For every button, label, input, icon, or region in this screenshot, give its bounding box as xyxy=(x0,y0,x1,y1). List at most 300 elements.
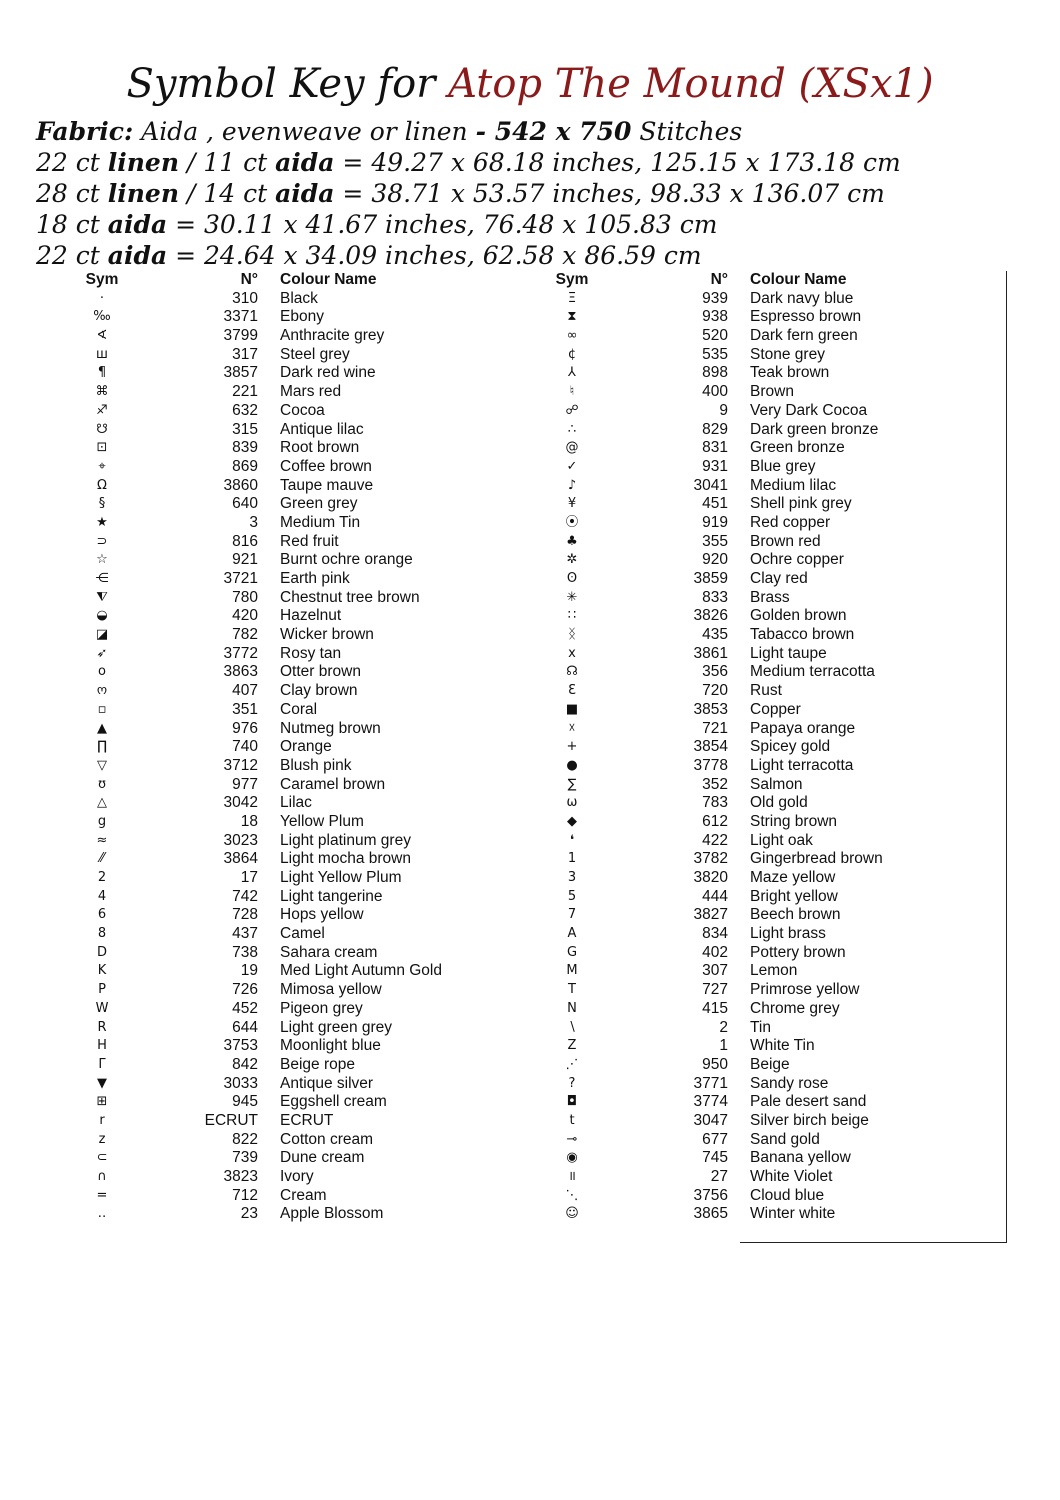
symbol-cell: ◒ xyxy=(96,608,108,624)
symbol-cell: ⊡ xyxy=(96,440,108,456)
symbol-cell: ▫ xyxy=(97,701,107,717)
spec-fabric: aida xyxy=(107,210,168,239)
thread-number-cell: 315 xyxy=(232,420,258,438)
symbol-cell: ☺ xyxy=(565,1206,579,1222)
symbol-cell: P xyxy=(98,982,106,998)
colour-name-cell: Blue grey xyxy=(750,457,816,475)
thread-number-cell: 782 xyxy=(232,626,258,644)
colour-name-cell: Med Light Autumn Gold xyxy=(280,962,442,980)
thread-number-cell: 535 xyxy=(702,345,728,363)
symbol-cell: △ xyxy=(97,795,107,811)
colour-name-cell: Cotton cream xyxy=(280,1130,374,1148)
symbol-cell: ▽ xyxy=(97,757,107,773)
thread-number-cell: 3774 xyxy=(693,1093,728,1111)
thread-number-cell: 9 xyxy=(719,401,728,419)
header-colour-name: Colour Name xyxy=(750,271,847,288)
colour-name-cell: Green bronze xyxy=(750,439,845,457)
symbol-cell: Z xyxy=(567,1038,577,1054)
colour-name-cell: Espresso brown xyxy=(750,308,862,326)
symbol-cell: ⌘ xyxy=(95,384,109,400)
thread-number-cell: 3778 xyxy=(693,756,728,774)
thread-number-cell: 783 xyxy=(702,794,728,812)
symbol-cell: Γ xyxy=(98,1056,106,1072)
colour-name-cell: Silver birch beige xyxy=(750,1111,869,1129)
symbol-cell: W xyxy=(95,1000,109,1016)
symbol-cell: T xyxy=(568,982,576,998)
thread-number-cell: 632 xyxy=(232,401,258,419)
colour-name-cell: Golden brown xyxy=(750,607,847,625)
thread-number-cell: 740 xyxy=(232,738,258,756)
colour-name-cell: Sahara cream xyxy=(280,943,378,961)
thread-number-cell: 407 xyxy=(232,682,258,700)
colour-name-cell: Cream xyxy=(280,1186,327,1204)
thread-number-cell: 738 xyxy=(232,943,258,961)
symbol-cell: ⋰ xyxy=(565,1056,579,1072)
colour-name-cell: Light oak xyxy=(750,831,813,849)
colour-name-cell: Dark fern green xyxy=(750,327,858,345)
colour-name-cell: Mars red xyxy=(280,383,342,401)
colour-name-cell: Clay red xyxy=(750,570,808,587)
thread-number-cell: 1 xyxy=(719,1037,728,1055)
colour-name-cell: Light terracotta xyxy=(750,756,854,774)
thread-number-cell: 3782 xyxy=(693,850,728,868)
spec-fabric: aida xyxy=(107,241,168,270)
thread-number-cell: 400 xyxy=(702,383,728,401)
thread-number-cell: 18 xyxy=(240,812,258,830)
spec-dimensions: = 24.64 x 34.09 inches, 62.58 x 86.59 cm xyxy=(167,241,702,270)
fabric-types: Aida , evenweave or linen xyxy=(133,117,476,146)
symbol-cell: ◆ xyxy=(567,813,577,829)
colour-name-cell: Orange xyxy=(280,738,332,756)
colour-name-cell: Beige rope xyxy=(280,1055,355,1073)
symbol-cell: ∑ xyxy=(567,776,577,792)
thread-number-cell: 420 xyxy=(232,607,258,625)
colour-name-cell: Burnt ochre orange xyxy=(280,551,413,569)
colour-name-cell: Camel xyxy=(280,925,325,943)
thread-number-cell: 945 xyxy=(232,1093,258,1111)
symbol-cell: ⋱ xyxy=(565,1187,579,1203)
thread-number-cell: 919 xyxy=(702,513,728,531)
symbol-cell: @ xyxy=(565,440,579,456)
symbol-cell: ⊸ xyxy=(566,1131,578,1147)
symbol-cell: D xyxy=(96,944,107,960)
thread-number-cell: 977 xyxy=(232,775,258,793)
colour-name-cell: Root brown xyxy=(280,439,360,457)
thread-number-cell: 3371 xyxy=(223,308,258,326)
spec-fabric: linen xyxy=(107,179,180,208)
symbol-cell: ◪ xyxy=(95,627,109,643)
symbol-cell: ⊂ xyxy=(96,1150,108,1166)
colour-name-cell: Bright yellow xyxy=(750,887,838,905)
spec-text: 22 ct xyxy=(36,148,108,177)
thread-number-cell: 712 xyxy=(232,1186,258,1204)
colour-name-cell: Rosy tan xyxy=(280,644,342,662)
colour-name-cell: String brown xyxy=(750,812,838,830)
symbol-cell: ∖ xyxy=(567,1019,577,1035)
symbol-cell: K xyxy=(97,963,107,979)
stitch-size: - 542 x 750 xyxy=(475,117,632,146)
colour-name-cell: Salmon xyxy=(750,775,803,793)
colour-name-cell: Moonlight blue xyxy=(280,1037,381,1055)
symbol-cell: M xyxy=(566,963,578,979)
colour-name-cell: Primrose yellow xyxy=(750,981,860,999)
stitches-suffix: Stitches xyxy=(631,117,743,146)
symbol-cell: ♣ xyxy=(566,533,578,549)
thread-number-cell: 3826 xyxy=(693,607,728,625)
colour-name-cell: Medium Tin xyxy=(280,513,361,531)
spec-text: 18 ct xyxy=(36,210,108,239)
spec-line-22ct-aida xyxy=(36,240,1036,271)
thread-number-cell: 3799 xyxy=(223,327,258,345)
symbol-cell: ⧗ xyxy=(567,309,577,325)
thread-number-cell: 742 xyxy=(232,887,258,905)
symbol-cell: ▼ xyxy=(97,1075,107,1091)
thread-number-cell: 351 xyxy=(232,700,258,718)
colour-name-cell: Apple Blossom xyxy=(280,1205,384,1223)
symbol-cell: ∞ xyxy=(566,328,578,344)
symbol-cell: 1 xyxy=(567,851,577,867)
colour-name-cell: Teak brown xyxy=(750,364,830,382)
thread-number-cell: 3859 xyxy=(693,570,728,587)
thread-number-cell: 612 xyxy=(702,812,728,830)
thread-number-cell: 780 xyxy=(232,588,258,606)
thread-number-cell: 3864 xyxy=(223,850,258,868)
colour-name-cell: Winter white xyxy=(750,1205,836,1223)
symbol-cell: o xyxy=(98,664,106,680)
colour-name-cell: Tin xyxy=(750,1018,771,1036)
symbol-cell: ☓ xyxy=(568,720,576,736)
symbol-cell: ⊞ xyxy=(96,1094,108,1110)
thread-number-cell: 3853 xyxy=(693,700,728,718)
thread-number-cell: 931 xyxy=(702,457,728,475)
colour-name-cell: Hops yellow xyxy=(280,906,364,924)
colour-name-cell: Coral xyxy=(280,700,318,718)
thread-number-cell: 27 xyxy=(710,1168,728,1185)
thread-number-cell: 3823 xyxy=(223,1168,258,1185)
thread-number-cell: 3857 xyxy=(223,364,258,382)
symbol-cell: ◘ xyxy=(566,1094,578,1110)
thread-number-cell: 842 xyxy=(232,1055,258,1073)
symbol-cell: ≈ xyxy=(96,832,108,848)
symbol-cell: ☍ xyxy=(565,402,579,418)
colour-name-cell: Red fruit xyxy=(280,532,339,550)
symbol-cell: 5 xyxy=(567,888,577,904)
spec-text: 28 ct xyxy=(36,179,108,208)
symbol-cell: N xyxy=(567,1000,577,1016)
colour-name-cell: Maze yellow xyxy=(750,869,836,886)
symbol-cell: Ω xyxy=(97,477,107,493)
colour-name-cell: Dark green bronze xyxy=(750,420,879,438)
thread-number-cell: 356 xyxy=(702,663,728,681)
thread-number-cell: 317 xyxy=(232,345,258,363)
thread-number-cell: 3771 xyxy=(693,1074,728,1092)
thread-number-cell: 3023 xyxy=(223,831,258,849)
colour-name-cell: Dark navy blue xyxy=(750,289,854,307)
colour-name-cell: White Violet xyxy=(750,1168,833,1185)
colour-name-cell: Copper xyxy=(750,700,801,718)
colour-name-cell: Pigeon grey xyxy=(280,999,363,1017)
colour-name-cell: Ebony xyxy=(280,308,324,326)
thread-number-cell: 3865 xyxy=(693,1205,728,1223)
colour-name-cell: Lemon xyxy=(750,962,798,980)
thread-number-cell: 437 xyxy=(232,925,258,943)
spec-fabric: aida xyxy=(275,148,335,177)
title-pattern-name: Atop The Mound (XSx1) xyxy=(448,61,934,107)
colour-name-cell: Pottery brown xyxy=(750,943,846,961)
symbol-cell: r xyxy=(99,1112,105,1128)
colour-name-cell: Medium terracotta xyxy=(750,663,875,681)
symbol-cell: · xyxy=(99,290,105,306)
thread-number-cell: 444 xyxy=(702,887,728,905)
colour-name-cell: Yellow Plum xyxy=(280,812,364,830)
thread-number-cell: 920 xyxy=(702,551,728,569)
thread-number-cell: 355 xyxy=(702,532,728,550)
colour-name-cell: Pale desert sand xyxy=(750,1093,867,1111)
symbol-cell: ʘ xyxy=(566,571,578,586)
thread-number-cell: 17 xyxy=(240,869,258,886)
thread-number-cell: 834 xyxy=(702,925,728,943)
colour-name-cell: Wicker brown xyxy=(280,626,374,644)
thread-number-cell: 816 xyxy=(232,532,258,550)
colour-name-cell: Black xyxy=(280,289,318,307)
header-sym: Sym xyxy=(555,271,589,288)
thread-number-cell: 452 xyxy=(232,999,258,1017)
thread-number-cell: 307 xyxy=(702,962,728,980)
symbol-cell: 8 xyxy=(97,926,107,942)
thread-number-cell: 3772 xyxy=(223,644,258,662)
thread-number-cell: 938 xyxy=(702,308,728,326)
thread-number-cell: 3712 xyxy=(223,756,258,774)
symbol-cell: ➶ xyxy=(96,645,108,661)
fabric-specs xyxy=(36,116,1036,271)
symbol-cell: x xyxy=(568,645,576,661)
symbol-cell: ☊ xyxy=(566,664,578,680)
colour-name-cell: Brown red xyxy=(750,532,821,550)
symbol-cell: ★ xyxy=(96,514,108,530)
thread-number-cell: 976 xyxy=(232,719,258,737)
thread-number-cell: 921 xyxy=(232,551,258,569)
thread-number-cell: 3041 xyxy=(693,476,728,494)
spec-dimensions: = 38.71 x 53.57 inches, 98.33 x 136.07 cm xyxy=(334,179,885,208)
symbol-cell: ⊃ xyxy=(96,533,108,549)
symbol-cell: ⧨ xyxy=(96,589,108,605)
spec-fabric: aida xyxy=(275,179,335,208)
symbol-cell: ⌖ xyxy=(98,458,106,474)
colour-name-cell: Beige xyxy=(750,1055,790,1073)
symbol-cell: ⅄ xyxy=(568,365,576,381)
thread-number-cell: 869 xyxy=(232,457,258,475)
symbol-cell: ● xyxy=(566,757,578,773)
spec-line-fabric xyxy=(36,116,1036,147)
table-border-right xyxy=(1006,271,1007,1242)
colour-name-cell: Light mocha brown xyxy=(280,850,411,868)
spec-text: / 11 ct xyxy=(179,148,276,177)
colour-name-cell: Banana yellow xyxy=(750,1149,851,1167)
colour-name-cell: Tabacco brown xyxy=(750,626,855,644)
thread-number-cell: 644 xyxy=(232,1018,258,1036)
colour-name-cell: Light tangerine xyxy=(280,887,383,905)
thread-number-cell: 352 xyxy=(702,775,728,793)
symbol-cell: § xyxy=(98,496,106,512)
colour-name-cell: Green grey xyxy=(280,495,358,513)
symbol-cell: Ɛ xyxy=(568,683,576,699)
thread-number-cell: 435 xyxy=(702,626,728,644)
thread-number-cell: 3854 xyxy=(693,738,728,756)
colour-name-cell: Anthracite grey xyxy=(280,327,385,345)
spec-text: 22 ct xyxy=(36,241,108,270)
symbol-cell: ¶ xyxy=(97,365,107,381)
symbol-cell: ∷ xyxy=(567,608,577,624)
colour-name-cell: Eggshell cream xyxy=(280,1093,387,1111)
colour-name-cell: Red copper xyxy=(750,513,831,531)
thread-number-cell: 422 xyxy=(702,831,728,849)
colour-name-cell: Antique silver xyxy=(280,1074,374,1092)
thread-number-cell: 728 xyxy=(232,906,258,924)
thread-number-cell: 3863 xyxy=(223,663,258,681)
symbol-cell: Ξ xyxy=(567,290,577,306)
symbol-cell: t xyxy=(569,1112,575,1128)
thread-number-cell: 721 xyxy=(702,719,728,737)
colour-name-cell: Clay brown xyxy=(280,682,358,700)
header-number: N° xyxy=(240,271,258,288)
symbol-cell: z xyxy=(98,1131,106,1147)
symbol-cell: ♪ xyxy=(567,477,577,493)
thread-number-cell: 939 xyxy=(702,289,728,307)
symbol-cell: ▲ xyxy=(97,720,107,736)
colour-name-cell: Sand gold xyxy=(750,1130,820,1148)
thread-number-cell: 727 xyxy=(702,981,728,999)
symbol-cell: A xyxy=(567,926,577,942)
colour-name-cell: Light brass xyxy=(750,925,826,943)
symbol-cell: ☆ xyxy=(96,552,108,568)
thread-number-cell: 822 xyxy=(232,1130,258,1148)
colour-name-cell: Blush pink xyxy=(280,756,352,774)
thread-number-cell: 745 xyxy=(702,1149,728,1167)
title-prefix: Symbol Key for xyxy=(126,61,436,107)
symbol-cell: ш xyxy=(96,346,108,362)
symbol-cell: ☋ xyxy=(96,421,108,437)
symbol-cell: ❛ xyxy=(569,832,575,848)
colour-name-cell: Very Dark Cocoa xyxy=(750,401,868,419)
thread-number-cell: 3721 xyxy=(223,570,258,587)
spec-line-22ct-linen xyxy=(36,147,1036,178)
symbol-cell: ¥ xyxy=(567,496,577,512)
table-border-bottom xyxy=(740,1242,1007,1243)
symbol-cell: ⦿ xyxy=(565,514,579,530)
symbol-cell: ᛝ xyxy=(568,627,576,643)
colour-name-cell: Ochre copper xyxy=(750,551,844,569)
thread-number-cell: 415 xyxy=(702,999,728,1017)
colour-name-cell: Light taupe xyxy=(750,644,827,662)
colour-name-cell: Earth pink xyxy=(280,570,350,587)
thread-number-cell: 3753 xyxy=(223,1037,258,1055)
thread-number-cell: 839 xyxy=(232,439,258,457)
spec-fabric: linen xyxy=(107,148,180,177)
colour-name-cell: Ivory xyxy=(280,1168,314,1185)
thread-number-cell: 23 xyxy=(240,1205,258,1223)
thread-number-cell: 3047 xyxy=(693,1111,728,1129)
colour-name-cell: Coffee brown xyxy=(280,457,372,475)
symbol-cell: ♮ xyxy=(569,384,575,400)
thread-number-cell: 898 xyxy=(702,364,728,382)
symbol-cell: ო xyxy=(96,683,108,699)
colour-name-cell: Hazelnut xyxy=(280,607,342,625)
thread-number-cell: 3861 xyxy=(693,644,728,662)
thread-number-cell: 221 xyxy=(232,383,258,401)
thread-number-cell: 829 xyxy=(702,420,728,438)
colour-name-cell: Otter brown xyxy=(280,663,361,681)
thread-number-cell: 402 xyxy=(702,943,728,961)
symbol-cell: = xyxy=(96,1187,108,1203)
colour-name-cell: Dune cream xyxy=(280,1149,365,1167)
colour-name-cell: Medium lilac xyxy=(750,476,837,494)
spec-line-28ct-linen xyxy=(36,178,1036,209)
thread-number-cell: 726 xyxy=(232,981,258,999)
page-title xyxy=(0,60,1060,108)
thread-number-cell: 950 xyxy=(702,1055,728,1073)
symbol-cell: ♐ xyxy=(96,402,108,418)
colour-name-cell: Steel grey xyxy=(280,345,350,363)
header-sym: Sym xyxy=(85,271,119,288)
symbol-cell: ⋲ xyxy=(95,571,109,586)
symbol-cell: ∩ xyxy=(97,1169,107,1184)
colour-name-cell: Mimosa yellow xyxy=(280,981,382,999)
colour-name-cell: Chestnut tree brown xyxy=(280,588,420,606)
colour-name-cell: Nutmeg brown xyxy=(280,719,381,737)
colour-name-cell: Stone grey xyxy=(750,345,825,363)
colour-name-cell: Brown xyxy=(750,383,794,401)
thread-number-cell: 19 xyxy=(240,962,258,980)
symbol-cell: ॥ xyxy=(568,1169,576,1184)
symbol-cell: ∴ xyxy=(567,421,577,437)
colour-name-cell: Sandy rose xyxy=(750,1074,829,1092)
symbol-cell: 4 xyxy=(97,888,107,904)
symbol-cell: H xyxy=(97,1038,107,1054)
symbol-cell: ‥ xyxy=(97,1206,107,1222)
symbol-cell: ◉ xyxy=(566,1150,578,1166)
symbol-cell: ω xyxy=(566,795,578,811)
colour-name-cell: Cocoa xyxy=(280,401,325,419)
colour-name-cell: Lilac xyxy=(280,794,312,812)
colour-name-cell: Rust xyxy=(750,682,782,700)
symbol-cell: 3 xyxy=(567,870,577,885)
thread-number-cell: 3860 xyxy=(223,476,258,494)
symbol-cell: ? xyxy=(568,1075,576,1091)
symbol-cell: + xyxy=(566,739,578,755)
thread-number-cell: ECRUT xyxy=(204,1111,258,1129)
thread-number-cell: 3042 xyxy=(223,794,258,812)
thread-number-cell: 833 xyxy=(702,588,728,606)
colour-name-cell: ECRUT xyxy=(280,1111,334,1129)
colour-name-cell: Cloud blue xyxy=(750,1186,825,1204)
symbol-cell: G xyxy=(566,944,578,960)
colour-name-cell: Shell pink grey xyxy=(750,495,852,513)
spec-dimensions: = 49.27 x 68.18 inches, 125.15 x 173.18 cm xyxy=(334,148,901,177)
colour-name-cell: Antique lilac xyxy=(280,420,364,438)
colour-name-cell: Gingerbread brown xyxy=(750,850,883,868)
header-colour-name: Colour Name xyxy=(280,271,377,288)
colour-name-cell: Taupe mauve xyxy=(280,476,374,494)
colour-name-cell: Chrome grey xyxy=(750,999,840,1017)
colour-name-cell: Beech brown xyxy=(750,906,841,924)
thread-number-cell: 3820 xyxy=(693,869,728,886)
symbol-cell: R xyxy=(97,1019,107,1035)
symbol-cell: ✓ xyxy=(566,458,578,474)
thread-number-cell: 520 xyxy=(702,327,728,345)
thread-number-cell: 3827 xyxy=(693,906,728,924)
colour-name-cell: Papaya orange xyxy=(750,719,856,737)
colour-name-cell: White Tin xyxy=(750,1037,815,1055)
